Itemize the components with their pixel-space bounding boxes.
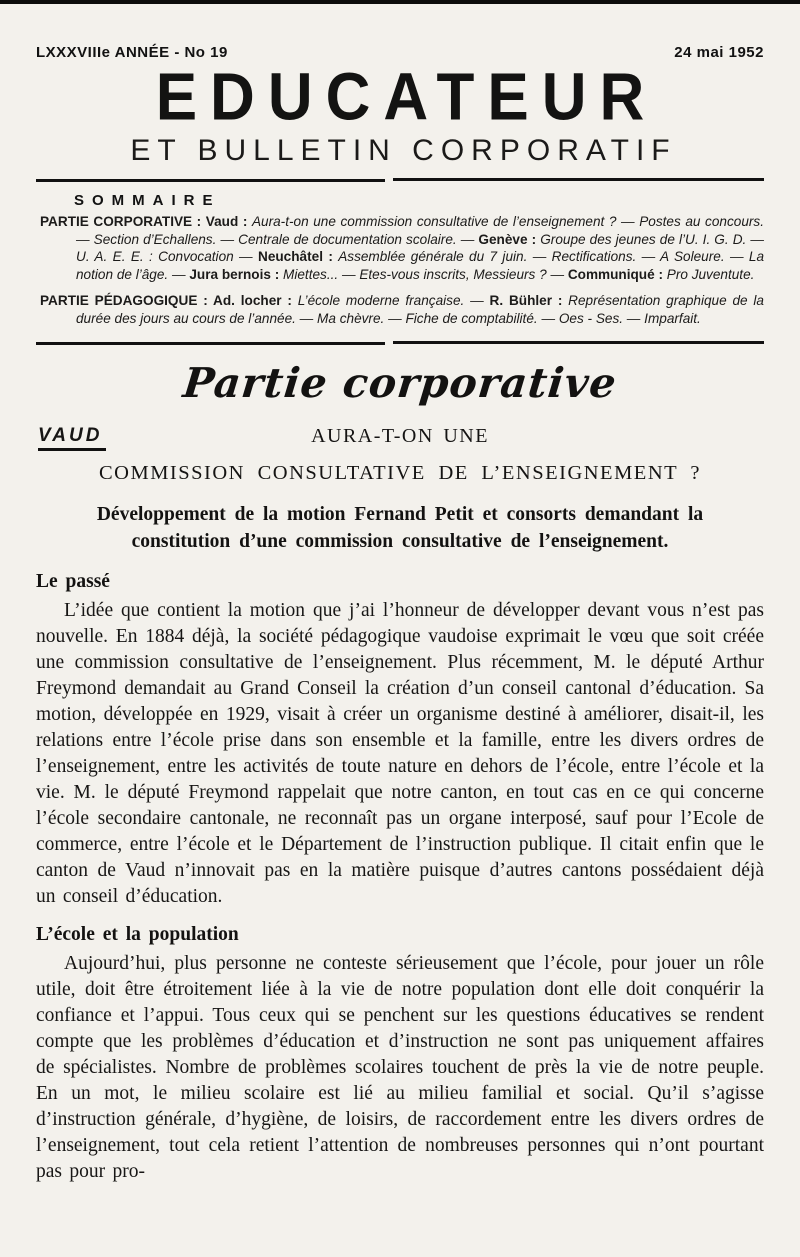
sommaire-partie-pedagogique: PARTIE PÉDAGOGIQUE : Ad. locher : L’école moderne française. — R. Bühler : Représentation graphique de la durée des jours au cours de l’année. — Ma chèvre. — Fiche de comptabilité. — Oes - Ses. — Imparfait. bbox=[40, 293, 764, 326]
scan-edge-artifact bbox=[0, 0, 800, 4]
rule-segment-right bbox=[393, 178, 764, 181]
motion-heading bbox=[36, 501, 764, 555]
rule-segment-left bbox=[36, 179, 385, 182]
motion-heading-line2: constitution d’une commission consultative de l’enseignement. bbox=[131, 531, 669, 552]
part-title-script: Partie corporative bbox=[180, 359, 620, 407]
journal-title: EDUCATEUR bbox=[155, 60, 658, 135]
article-title-line1: AURA-T-ON UNE bbox=[311, 425, 489, 447]
rule-segment-left bbox=[36, 342, 385, 345]
region-label-vaud: VAUD bbox=[38, 425, 106, 451]
article-title-line2: COMMISSION CONSULTATIVE DE L’ENSEIGNEMENT ? bbox=[98, 462, 702, 484]
issue-date: 24 mai 1952 bbox=[674, 44, 764, 61]
page-header bbox=[36, 44, 764, 61]
sommaire-heading: SOMMAIRE bbox=[74, 192, 221, 209]
article-title-row bbox=[36, 425, 764, 455]
horizontal-rule-top bbox=[36, 178, 764, 182]
body-paragraph-le-passe: L’idée que contient la motion que j’ai l’honneur de développer devant vous n’est pas nouvelle. En 1884 déjà, la société pédagogique vaudoise exprimait le vœu que soit créée une commission consultative de l’enseignement. Plus récemment, M. le député Arthur Freymond demandait au Grand Conseil la création d’un conseil cantonal d’éducation. Sa motion, développée en 1929, visait à créer un organisme destiné à améliorer, disait-il, les relations entre l’école prise dans son ensemble et la famille, entre les divers ordres de l’enseignement, entre les activités de toute nature en dehors de l’école, entre l’école et la vie. M. le député Freymond rappelait que notre canton, en tout cas en ce qui concerne l’école secondaire cantonale, ne reconnaît pas un organe interposé, sauf pour l’Ecole de commerce, entre l’école et le Département de l’instruction publique. Il citait enfin que le canton de Vaud n’innovait pas en la matière puisque d’autres cantons possédaient déjà un conseil d’éducation. bbox=[36, 600, 764, 907]
section-heading-le-passe: Le passé bbox=[36, 571, 110, 592]
horizontal-rule-bottom bbox=[36, 341, 764, 345]
section-heading-ecole-population: L’école et la population bbox=[36, 924, 239, 945]
issue-label: LXXXVIIIe ANNÉE - No 19 bbox=[36, 44, 228, 61]
masthead bbox=[36, 60, 764, 167]
journal-subtitle: ET BULLETIN CORPORATIF bbox=[130, 134, 677, 167]
body-paragraph-ecole-population: Aujourd’hui, plus personne ne conteste sérieusement que l’école, pour jouer un rôle utile, doit être étroitement liée à la vie de notre population dont elle doit conquérir la confiance et l’appui. Tous ceux qui se penchent sur les questions éducatives se rendent compte que les problèmes d’éducation et d’instruction ne sont pas uniquement affaires de spécialistes. Nombre de problèmes scolaires touchent de près la vie de notre peuple. En un mot, le milieu scolaire est lié au milieu familial et social. Qu’il s’agisse d’instruction générale, d’hygiène, de loisirs, de raccordement entre les divers ordres de l’enseignement, tout cela retient l’attention de nombreuses personnes qui n’ont pourtant pas pour pro- bbox=[36, 953, 764, 1182]
rule-segment-right bbox=[393, 341, 764, 344]
motion-heading-line1: Développement de la motion Fernand Petit et consorts demandant la bbox=[96, 504, 704, 525]
sommaire-partie-corporative: PARTIE CORPORATIVE : Vaud : Aura-t-on une commission consultative de l’enseignement ? — Postes au concours. — Section d’Echallens. — Centrale de documentation scolaire. — Genève : Groupe des jeunes de l’U. I. G. D. — U. A. E. E. : Convocation — Neuchâtel : Assemblée générale du 7 juin. — Rectifications. — A Soleure. — La notion de l’âge. — Jura bernois : Miettes... — Etes-vous inscrits, Messieurs ? — Communiqué : Pro Juventute. bbox=[40, 214, 764, 282]
